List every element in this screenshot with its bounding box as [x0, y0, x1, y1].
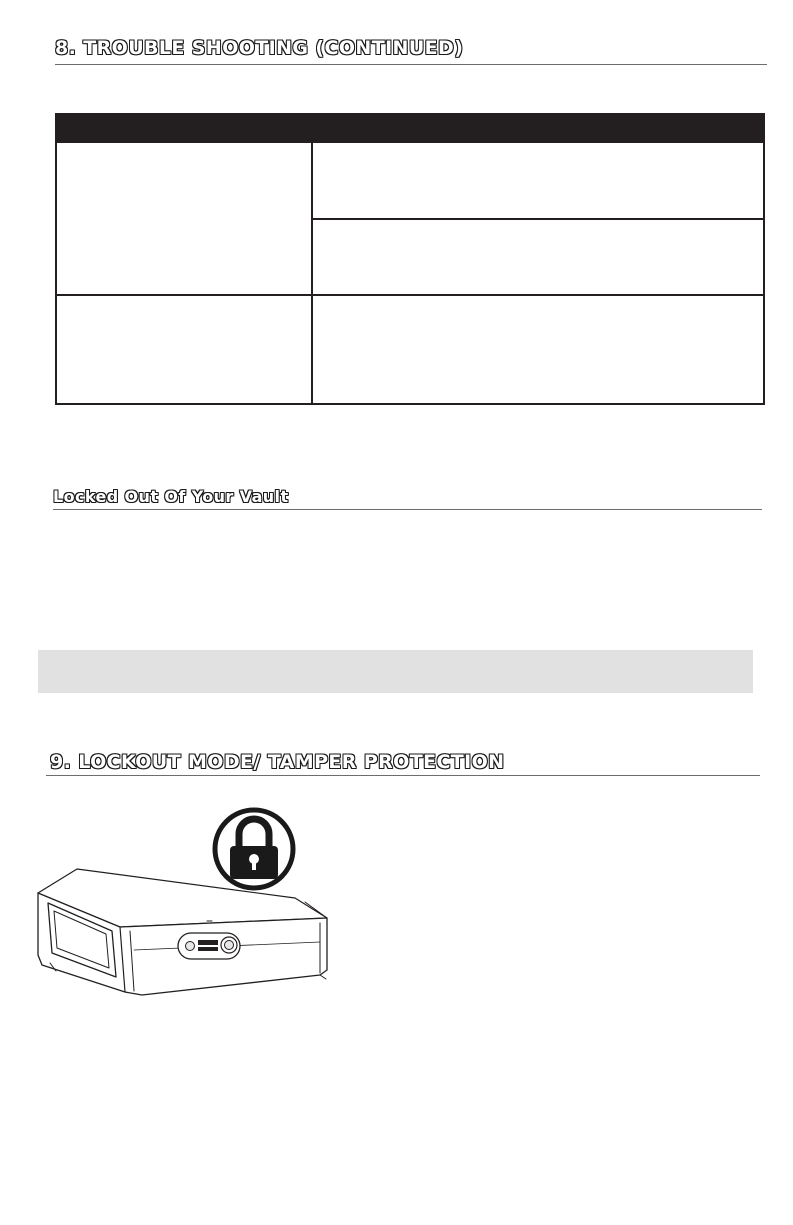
troubleshooting-table	[55, 113, 765, 407]
table-body	[55, 143, 765, 405]
table-row-divider	[57, 294, 763, 296]
table-column-divider	[311, 143, 313, 403]
section-9-title: 9. LOCKOUT MODE/ TAMPER PROTECTION	[50, 751, 505, 773]
vault-logo-mark	[198, 940, 218, 945]
vault-logo-mark-2	[198, 947, 218, 951]
vault-keyhole	[225, 941, 234, 950]
vault-indicator-light	[186, 942, 195, 951]
vault-illustration	[30, 805, 340, 1020]
section-9-underline	[46, 775, 760, 776]
locked-out-underline	[53, 509, 762, 510]
note-box	[38, 650, 753, 693]
locked-out-title: Locked Out Of Your Vault	[53, 487, 289, 506]
lock-icon	[215, 810, 293, 888]
vault-foot-right	[320, 975, 326, 979]
table-header	[55, 113, 765, 143]
section-8-underline	[55, 64, 767, 65]
section-8-title: 8. TROUBLE SHOOTING (CONTINUED)	[55, 37, 464, 59]
table-row-1-solution-divider	[313, 218, 763, 220]
